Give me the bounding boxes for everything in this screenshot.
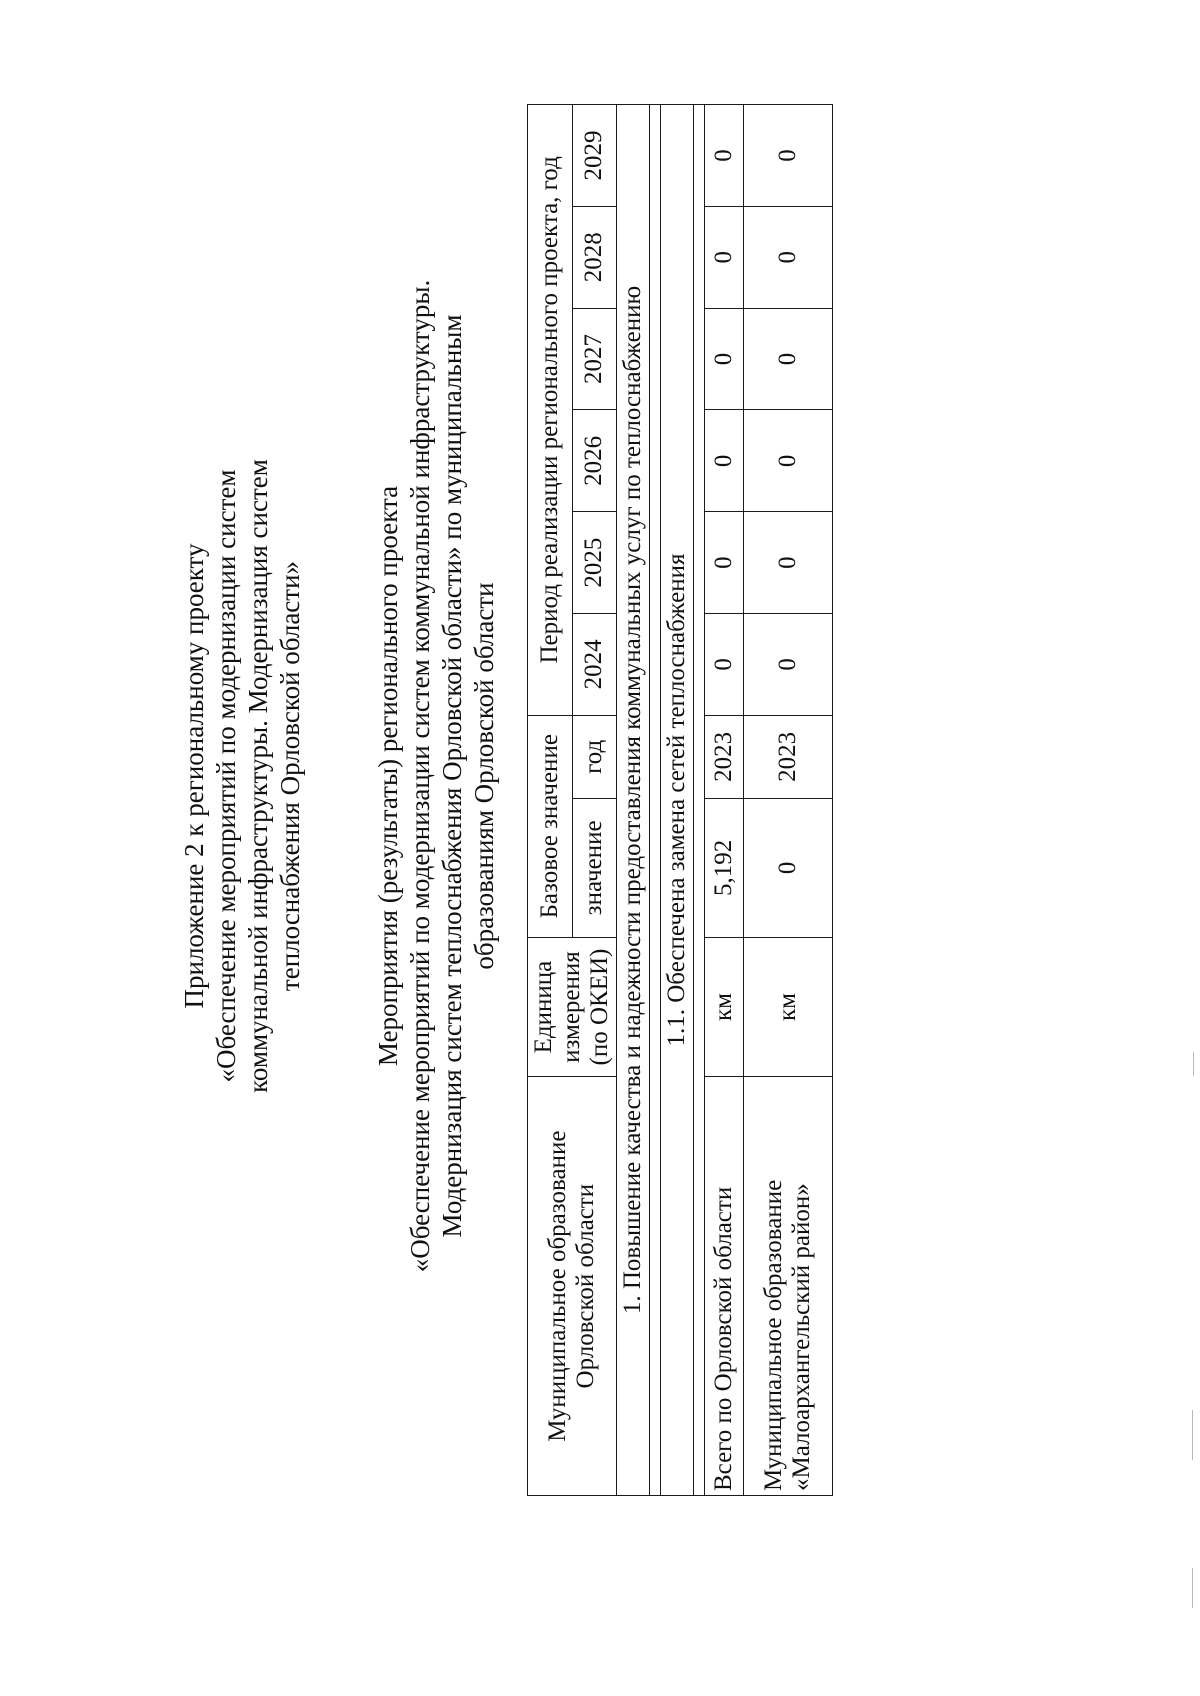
subsection-row (661, 105, 694, 1496)
header-base-value: значение (572, 798, 617, 937)
row-base-year: 2023 (744, 715, 833, 798)
header-year: 2027 (572, 308, 617, 410)
row-value: 0 (705, 613, 744, 715)
appendix-line: теплоснабжения Орловской области» (275, 560, 305, 992)
header-unit: Единица измерения (по ОКЕИ) (528, 937, 617, 1077)
header-year: 2026 (572, 410, 617, 512)
header-year: 2024 (572, 613, 617, 715)
header-year: 2028 (572, 206, 617, 308)
spacer-row (694, 105, 705, 1496)
header-municipality: Муниципальное образование Орловской области (528, 1077, 617, 1496)
section-title: 1. Повышение качества и надежности предоставления коммунальных услуг по теплоснабжению (617, 105, 650, 1496)
heading-line: «Обеспечение мероприятий по модернизации систем коммунальной инфраструктуры. (405, 279, 435, 1273)
appendix-line: Приложение 2 к региональному проекту (179, 543, 209, 1009)
row-value: 0 (744, 206, 833, 308)
heading-line: Модернизация систем теплоснабжения Орловской области» по муниципальным (437, 314, 467, 1238)
row-unit: км (744, 937, 833, 1077)
row-name: Муниципальное образование «Малоархангельский район» (744, 1077, 833, 1496)
scan-artifact (1192, 1568, 1193, 1608)
table-row (705, 105, 744, 1496)
header-year: 2025 (572, 512, 617, 614)
section-row (617, 105, 650, 1496)
row-name: Всего по Орловской области (705, 1077, 744, 1496)
subsection-title: 1.1. Обеспечена замена сетей теплоснабжения (661, 105, 694, 1496)
header-base-year: год (572, 715, 617, 798)
appendix-line: коммунальной инфраструктуры. Модернизация систем (243, 459, 273, 1093)
row-value: 0 (744, 512, 833, 614)
row-value: 0 (705, 206, 744, 308)
header-year: 2029 (572, 105, 617, 207)
row-value: 0 (705, 308, 744, 410)
row-base-value: 0 (744, 798, 833, 937)
spacer-cell (650, 105, 661, 1496)
row-value: 0 (744, 105, 833, 207)
row-value: 0 (705, 410, 744, 512)
row-base-value: 5,192 (705, 798, 744, 937)
results-table (527, 104, 833, 1496)
row-base-year: 2023 (705, 715, 744, 798)
heading-line: образованиям Орловской области (469, 582, 499, 970)
spacer-cell (694, 105, 705, 1496)
heading-line: Мероприятия (результаты) регионального проекта (373, 485, 403, 1067)
spacer-row (650, 105, 661, 1496)
row-value: 0 (744, 613, 833, 715)
document-heading (372, 236, 500, 1316)
header-period: Период реализации регионального проекта, год (528, 105, 573, 716)
appendix-line: «Обеспечение мероприятий по модернизации систем (211, 469, 241, 1083)
row-value: 0 (705, 105, 744, 207)
row-value: 0 (744, 410, 833, 512)
header-row (528, 105, 573, 1496)
row-value: 0 (744, 308, 833, 410)
header-base: Базовое значение (528, 715, 573, 937)
appendix-note (178, 236, 306, 1316)
scan-artifact (1192, 1410, 1193, 1460)
scan-artifact (1193, 1052, 1194, 1076)
row-unit: км (705, 937, 744, 1077)
table-row (744, 105, 833, 1496)
row-value: 0 (705, 512, 744, 614)
